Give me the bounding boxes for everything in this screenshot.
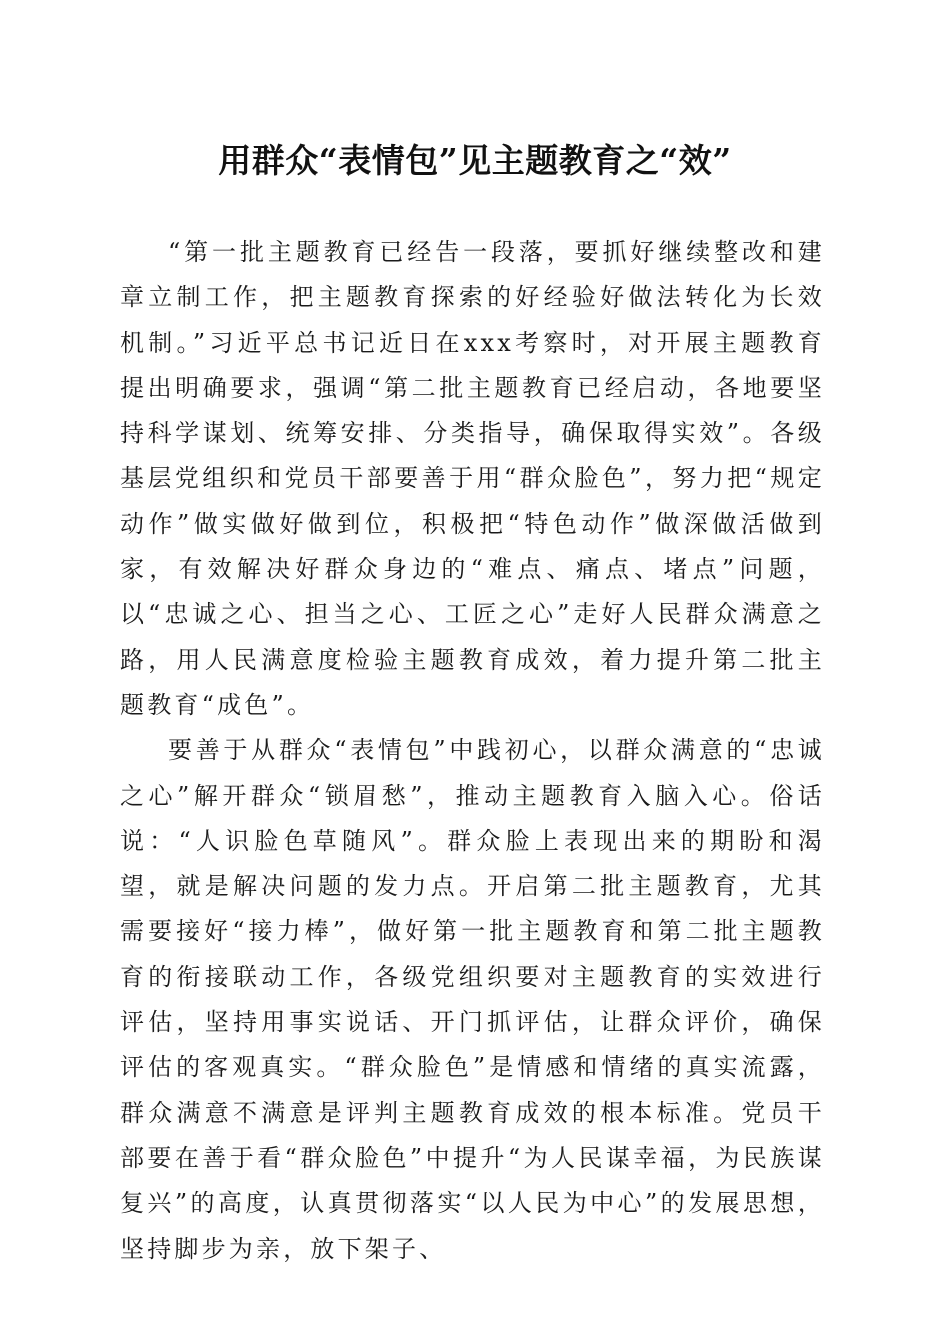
paragraph-2: 要善于从群众“表情包”中践初心，以群众满意的“忠诚之心”解开群众“锁眉愁”，推动主题教育入脑入心。俗话说：“人识脸色草随风”。群众脸上表现出来的期盼和渴望，就是解决问题的发力点。开启第二批主题教育，尤其需要接好“接力棒”，做好第一批主题教育和第二批主题教育的衔接联动工作，各级党组织要对主题教育的实效进行评估，坚持用事实说话、开门抓评估，让群众评价，确保评估的客观真实。“群众脸色”是情感和情绪的真实流露，群众满意不满意是评判主题教育成效的根本标准。党员干部要在善于看“群众脸色”中提升“为人民谋幸福，为民族谋复兴”的高度，认真贯彻落实“以人民为中心”的发展思想，坚持脚步为亲，放下架子、 [120,736,825,1263]
document-body [120,230,825,1272]
document-title: 用群众“表情包”见主题教育之“效” [218,141,732,180]
paragraph-1: “第一批主题教育已经告一段落，要抓好继续整改和建章立制工作，把主题教育探索的好经验好做法转化为长效机制。”习近平总书记近日在xxx考察时，对开展主题教育提出明确要求，强调“第二批主题教育已经启动，各地要坚持科学谋划、统筹安排、分类指导，确保取得实效”。各级基层党组织和党员干部要善于用“群众脸色”，努力把“规定动作”做实做好做到位，积极把“特色动作”做深做活做到家，有效解决好群众身边的“难点、痛点、堵点”问题，以“忠诚之心、担当之心、工匠之心”走好人民群众满意之路，用人民满意度检验主题教育成效，着力提升第二批主题教育“成色”。 [120,238,825,719]
